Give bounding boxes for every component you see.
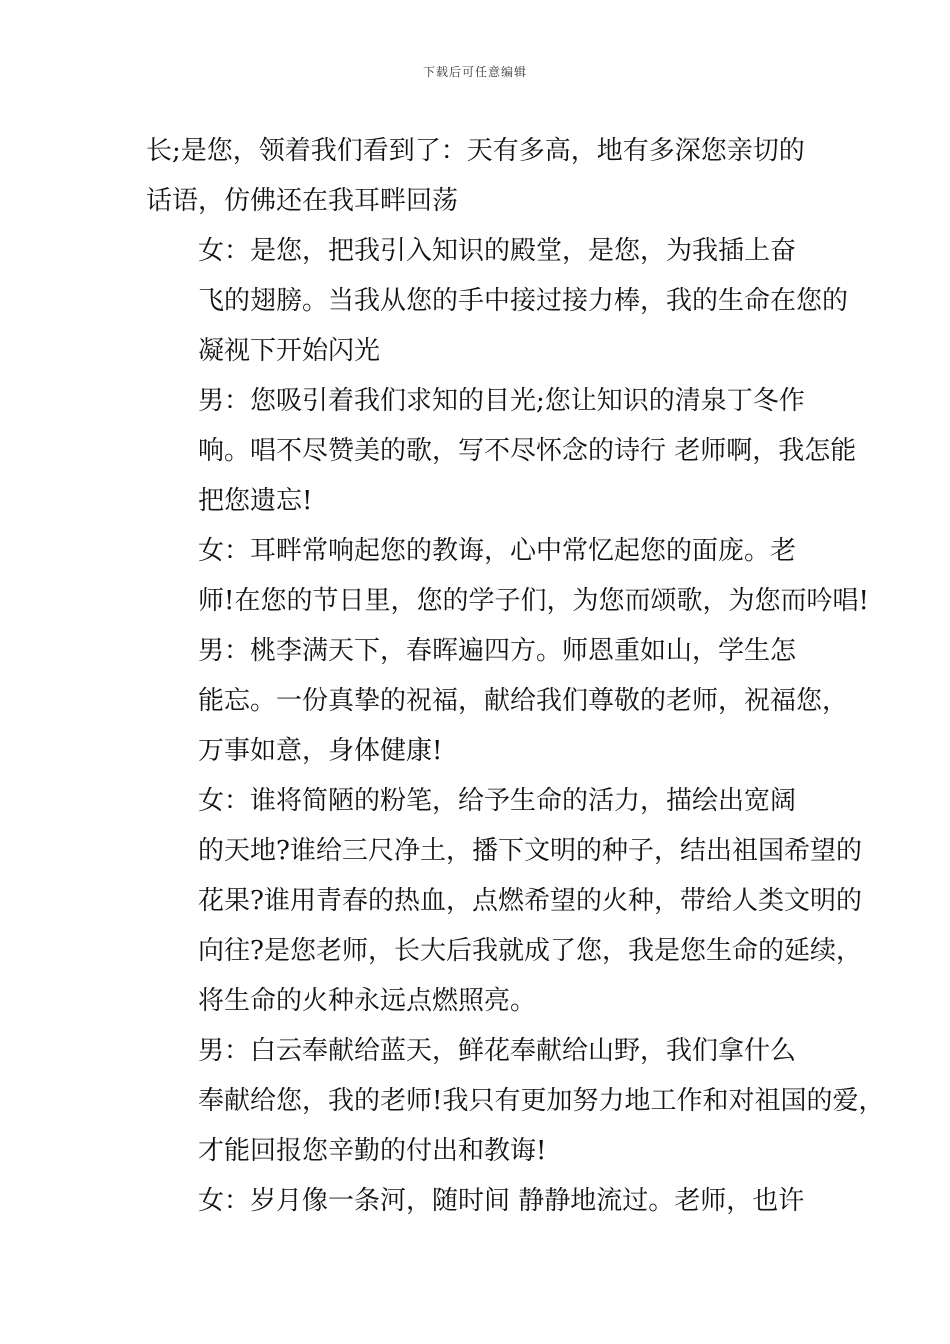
paragraph-line: 飞的翅膀。当我从您的手中接过接力棒，我的生命在您的 [198, 286, 849, 316]
document-body [146, 126, 885, 1226]
paragraph-line: 话语，仿佛还在我耳畔回荡 [146, 186, 459, 216]
paragraph-line: 能忘。一份真挚的祝福，献给我们尊敬的老师，祝福您， [198, 686, 849, 716]
paragraph [146, 1176, 816, 1226]
paragraph [146, 376, 857, 526]
paragraph [146, 626, 849, 776]
paragraph-line: 男：白云奉献给蓝天，鲜花奉献给山野，我们拿什么 [198, 1036, 797, 1066]
paragraph-line: 女：是您，把我引入知识的殿堂，是您，为我插上奋 [198, 236, 797, 266]
paragraph-line: 响。唱不尽赞美的歌，写不尽怀念的诗行 老师啊，我怎能 [198, 436, 857, 466]
paragraph-line: 女：耳畔常响起您的教诲，心中常忆起您的面庞。老 [198, 536, 797, 566]
paragraph [146, 226, 849, 376]
paragraph [146, 776, 862, 1026]
paragraph [146, 526, 869, 626]
paragraph-line: 男：桃李满天下，春晖遍四方。师恩重如山，学生怎 [198, 636, 797, 666]
paragraph-line: 才能回报您辛勤的付出和教诲! [198, 1136, 547, 1166]
paragraph-line: 长;是您，领着我们看到了：天有多高，地有多深您亲切的 [146, 136, 805, 166]
paragraph-line: 师!在您的节日里，您的学子们，为您而颂歌，为您而吟唱! [198, 586, 869, 616]
paragraph [146, 1026, 885, 1176]
paragraph-line: 男：您吸引着我们求知的目光;您让知识的清泉丁冬作 [198, 386, 805, 416]
page-header: 下载后可任意编辑 [422, 65, 527, 79]
paragraph [146, 126, 816, 226]
paragraph-line: 万事如意，身体健康! [198, 736, 443, 766]
paragraph-line: 的天地?谁给三尺净土，播下文明的种子，结出祖国希望的 [198, 836, 862, 866]
paragraph-line: 把您遗忘! [198, 486, 313, 516]
paragraph-line: 奉献给您，我的老师!我只有更加努力地工作和对祖国的爱， [198, 1086, 885, 1116]
paragraph-line: 将生命的火种永远点燃照亮。 [198, 986, 537, 1016]
paragraph-line: 女：岁月像一条河，随时间 静静地流过。老师，也许 [198, 1186, 805, 1216]
paragraph-line: 花果?谁用青春的热血，点燃希望的火种，带给人类文明的 [198, 886, 862, 916]
paragraph-line: 向往?是您老师，长大后我就成了您，我是您生命的延续， [198, 936, 862, 966]
paragraph-line: 凝视下开始闪光 [198, 336, 381, 366]
paragraph-line: 女：谁将简陋的粉笔，给予生命的活力，描绘出宽阔 [198, 786, 797, 816]
